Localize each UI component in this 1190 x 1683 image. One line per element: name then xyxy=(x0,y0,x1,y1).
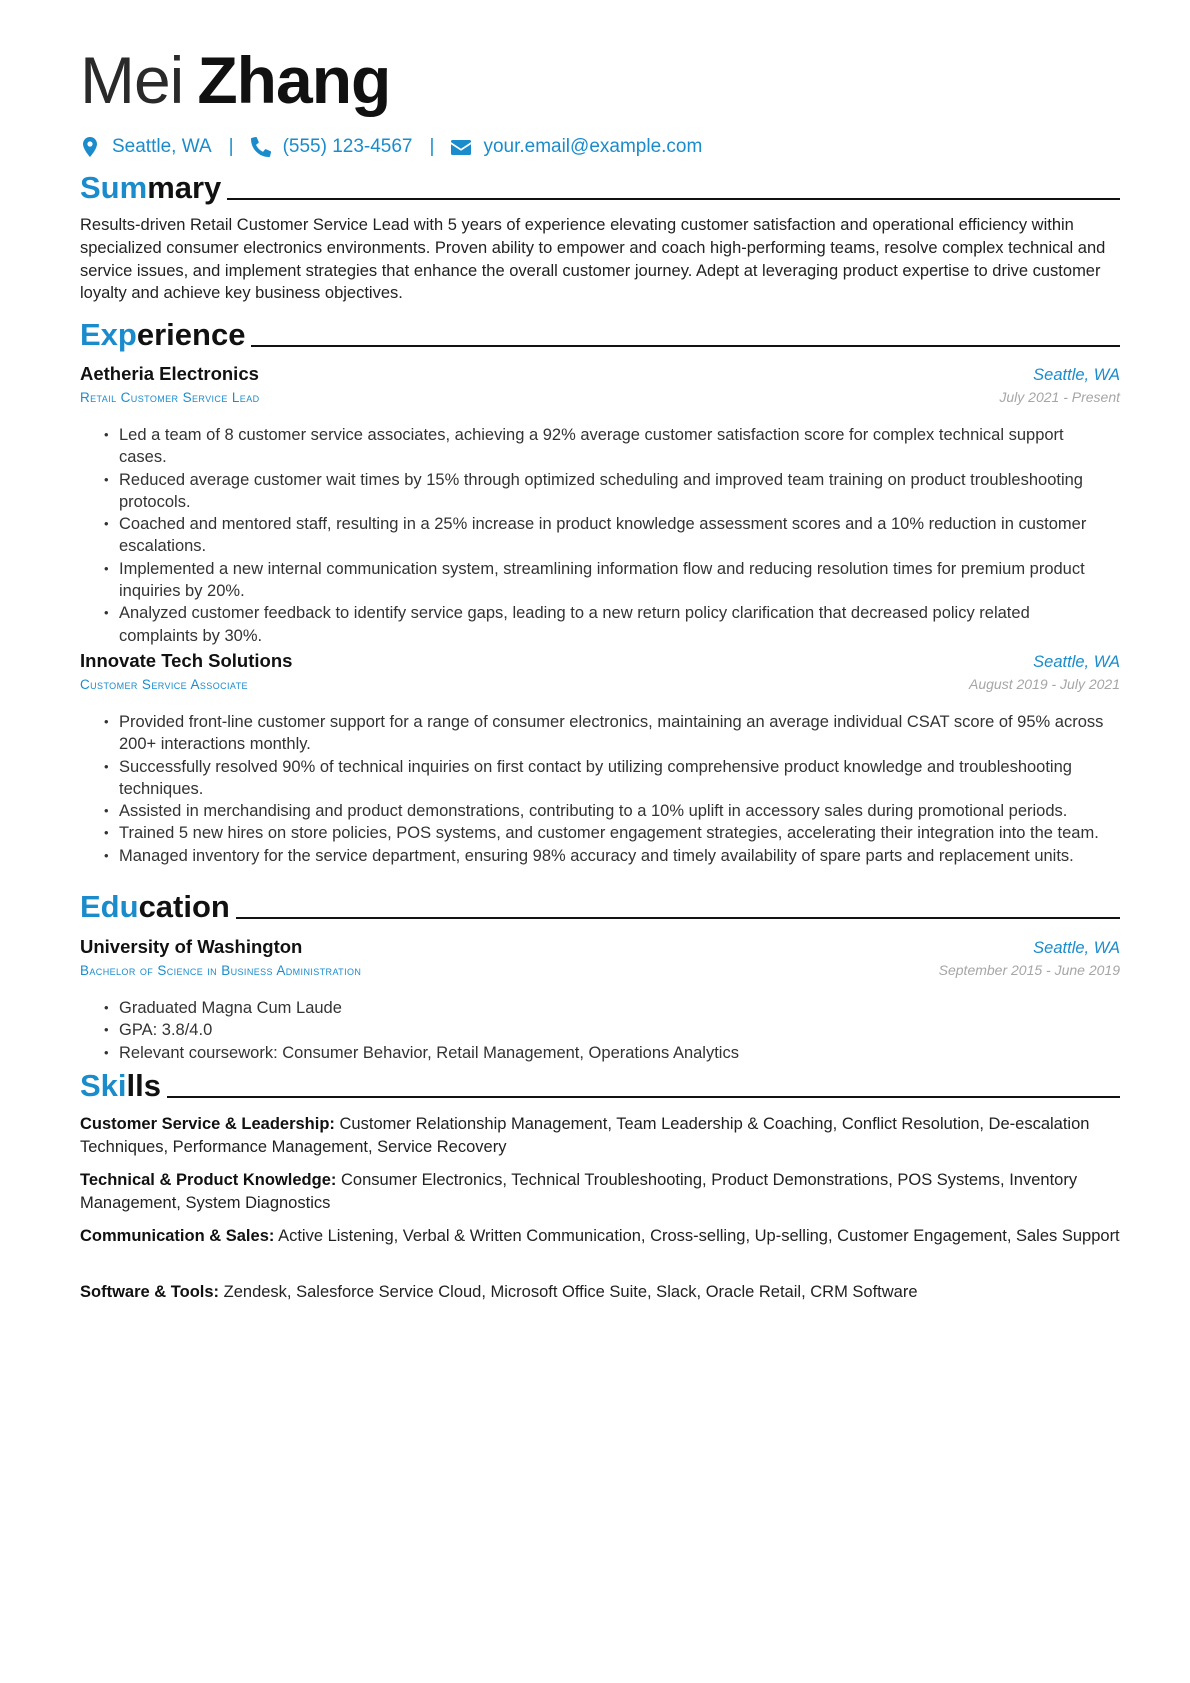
list-item: • Implemented a new internal communication system, streamlining information flow and reducing resolution times for premium product inquiries by 20%. xyxy=(104,558,1104,603)
section-header-education xyxy=(80,890,1120,924)
skill-group xyxy=(80,1281,1120,1304)
job-subheader xyxy=(80,676,1120,692)
education-bullets xyxy=(104,997,1104,1064)
skill-label: Communication & Sales: xyxy=(80,1227,275,1245)
job-header xyxy=(80,650,1120,672)
list-item: • GPA: 3.8/4.0 xyxy=(104,1019,1104,1041)
list-item: • Relevant coursework: Consumer Behavior, Retail Management, Operations Analytics xyxy=(104,1042,1104,1064)
list-item: • Analyzed customer feedback to identify service gaps, leading to a new return policy clarification that decreased policy related complaints by 30%. xyxy=(104,602,1104,647)
company-name: Aetheria Electronics xyxy=(80,363,259,384)
section-title: Education xyxy=(80,889,230,924)
summary-text: Results-driven Retail Customer Service Lead with 5 years of experience elevating customer satisfaction and operational efficiency within specialized consumer electronics environments. Proven ability to empower and coach high-performing teams, resolve complex technical and service issues, and implement strategies that enhance the overall customer journey. Adept at leveraging product expertise to drive customer loyalty and achieve key business objectives. xyxy=(80,216,1106,303)
skill-items: Zendesk, Salesforce Service Cloud, Microsoft Office Suite, Slack, Oracle Retail, CRM Software xyxy=(223,1283,918,1301)
list-item: • Led a team of 8 customer service associates, achieving a 92% average customer satisfaction score for complex technical support cases. xyxy=(104,424,1104,469)
education-header xyxy=(80,936,1120,958)
section-title: Summary xyxy=(80,170,222,205)
email-text: your.email@example.com xyxy=(483,136,703,157)
education-dates: September 2015 - June 2019 xyxy=(938,962,1120,978)
section-header-experience xyxy=(80,318,1120,352)
envelope-icon xyxy=(451,136,471,158)
candidate-name xyxy=(80,42,390,118)
contact-separator: | xyxy=(429,136,435,157)
section-rule xyxy=(251,345,1120,347)
job-location: Seattle, WA xyxy=(1033,653,1120,671)
section-rule xyxy=(236,917,1120,919)
section-title: Experience xyxy=(80,317,246,352)
job-bullets xyxy=(104,424,1104,647)
contact-line xyxy=(80,134,702,160)
company-name: Innovate Tech Solutions xyxy=(80,650,293,671)
skill-items: Customer Relationship Management, Team Leadership & Coaching, Conflict Resolution, De-escalation Techniques, Performance Management, Service Recovery xyxy=(80,1115,1090,1156)
phone-text: (555) 123-4567 xyxy=(282,136,413,157)
phone-icon xyxy=(251,136,271,158)
location-text: Seattle, WA xyxy=(112,136,212,157)
section-rule xyxy=(227,198,1120,200)
contact-email[interactable] xyxy=(451,136,702,158)
list-item: • Managed inventory for the service department, ensuring 98% accuracy and timely availability of spare parts and replacement units. xyxy=(104,845,1104,867)
contact-separator: | xyxy=(228,136,234,157)
skill-label: Software & Tools: xyxy=(80,1283,220,1301)
first-name: Mei xyxy=(80,43,184,117)
job-location: Seattle, WA xyxy=(1033,366,1120,384)
section-header-skills xyxy=(80,1069,1120,1103)
list-item: • Coached and mentored staff, resulting in a 25% increase in product knowledge assessment scores and a 10% reduction in customer escalations. xyxy=(104,513,1104,558)
contact-location xyxy=(80,136,212,158)
list-item: • Graduated Magna Cum Laude xyxy=(104,997,1104,1019)
job-subheader xyxy=(80,389,1120,405)
job-header xyxy=(80,363,1120,385)
skill-items: Consumer Electronics, Technical Troubleshooting, Product Demonstrations, POS Systems, Inventory Management, System Diagnostics xyxy=(80,1171,1078,1212)
section-title: Skills xyxy=(80,1068,161,1103)
skill-group xyxy=(80,1113,1120,1158)
skill-group xyxy=(80,1225,1120,1248)
job-dates: August 2019 - July 2021 xyxy=(969,676,1120,692)
job-title: Customer Service Associate xyxy=(80,677,248,692)
section-header-summary xyxy=(80,171,1120,205)
school-name: University of Washington xyxy=(80,936,303,957)
list-item: • Successfully resolved 90% of technical inquiries on first contact by utilizing comprehensive product knowledge and troubleshooting techniques. xyxy=(104,756,1104,801)
contact-phone[interactable] xyxy=(251,136,413,158)
degree: Bachelor of Science in Business Administration xyxy=(80,963,362,978)
skill-items: Active Listening, Verbal & Written Communication, Cross-selling, Up-selling, Customer Engagement, Sales Support xyxy=(278,1227,1120,1245)
job-title: Retail Customer Service Lead xyxy=(80,390,260,405)
job-dates: July 2021 - Present xyxy=(999,389,1120,405)
last-name: Zhang xyxy=(197,43,391,117)
school-location: Seattle, WA xyxy=(1033,939,1120,957)
list-item: • Provided front-line customer support for a range of consumer electronics, maintaining an average individual CSAT score of 95% across 200+ interactions monthly. xyxy=(104,711,1104,756)
skill-group xyxy=(80,1169,1120,1214)
job-bullets xyxy=(104,711,1104,867)
education-subheader xyxy=(80,962,1120,978)
section-rule xyxy=(167,1096,1120,1098)
list-item: • Reduced average customer wait times by 15% through optimized scheduling and improved team training on product troubleshooting protocols. xyxy=(104,469,1104,514)
list-item: • Assisted in merchandising and product demonstrations, contributing to a 10% uplift in accessory sales during promotional periods. xyxy=(104,800,1104,822)
map-marker-icon xyxy=(80,136,100,158)
skill-label: Technical & Product Knowledge: xyxy=(80,1171,337,1189)
skill-label: Customer Service & Leadership: xyxy=(80,1115,335,1133)
list-item: • Trained 5 new hires on store policies, POS systems, and customer engagement strategies, accelerating their integration into the team. xyxy=(104,822,1104,844)
